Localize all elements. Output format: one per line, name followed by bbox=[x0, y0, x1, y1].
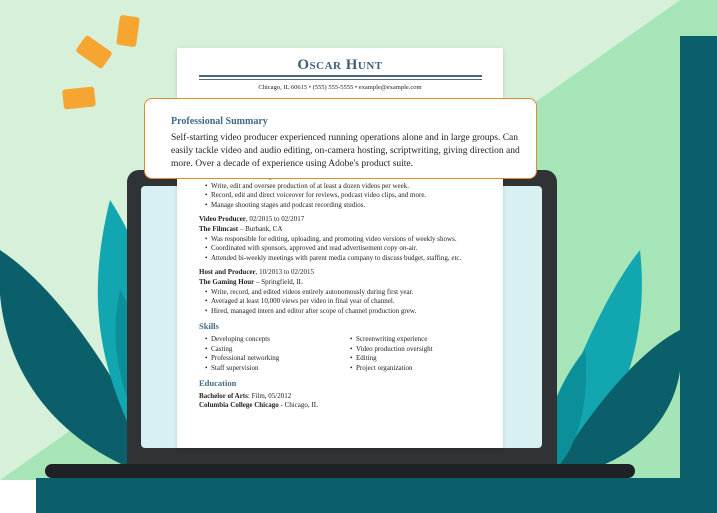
list-item: • Developing concepts bbox=[205, 335, 344, 345]
job-bullets bbox=[199, 235, 489, 264]
job-title-line: Host and Producer, 10/2013 to 02/2015 bbox=[199, 268, 314, 277]
confetti-piece bbox=[62, 86, 96, 109]
professional-summary-callout bbox=[144, 98, 537, 179]
summary-text: Self-starting video producer experienced running operations alone and in large groups. Can easily tackle video and audio editing, on-camera hosting, scriptwriting, giving direction and more. Over a decade of experience using Adobe's product suite. bbox=[171, 133, 520, 169]
resume-contact: Chicago, IL 60615 • (555) 555-5555 • example@example.com bbox=[258, 84, 422, 91]
confetti-piece bbox=[116, 15, 140, 47]
list-item: • Editing bbox=[350, 354, 489, 364]
resume-name: Oscar Hunt bbox=[297, 57, 383, 73]
list-item: • Manage shooting stages and podcast recording studios. bbox=[205, 201, 489, 211]
list-item: • Averaged at least 10,000 views per video in final year of channel. bbox=[205, 297, 489, 307]
job-title-line: Video Producer, 02/2015 to 02/2017 bbox=[199, 215, 305, 224]
education-heading: Education bbox=[199, 378, 237, 389]
summary-heading: Professional Summary bbox=[171, 116, 268, 127]
degree-line: Bachelor of Arts: Film, 05/2012 bbox=[199, 391, 292, 400]
list-item: • Staff supervision bbox=[205, 364, 344, 374]
job-company-line: The Filmcast – Burbank, CA bbox=[199, 224, 283, 233]
header-rule bbox=[199, 79, 482, 80]
list-item: • Hired, managed intern and editor after scope of channel production grew. bbox=[205, 307, 489, 317]
list-item: • Coordinated with sponsors, approved and read advertisement copy on-air. bbox=[205, 244, 489, 254]
list-item: • Write, record, and edited videos entirely autonomously during first year. bbox=[205, 288, 489, 298]
job-bullets bbox=[199, 182, 489, 211]
list-item: • Was responsible for editing, uploading, and promoting video versions of weekly shows. bbox=[205, 235, 489, 245]
skills-list bbox=[199, 335, 489, 373]
list-item: • Record, edit and direct voiceover for reviews, podcast video clips, and more. bbox=[205, 191, 489, 201]
skills-column-left bbox=[199, 335, 344, 373]
resume-body bbox=[199, 172, 489, 411]
list-item: • Professional networking bbox=[205, 354, 344, 364]
job-company-line: The Gaming Hour – Springfield, IL bbox=[199, 277, 303, 286]
job-bullets bbox=[199, 288, 489, 317]
laptop-base bbox=[45, 464, 635, 478]
list-item: • Project organization bbox=[350, 364, 489, 374]
list-item: • Screenwriting experience bbox=[350, 335, 489, 345]
list-item: • Casting bbox=[205, 345, 344, 355]
school-line: Columbia College Chicago - Chicago, IL bbox=[199, 401, 318, 410]
list-item: • Write, edit and oversee production of at least a dozen videos per week. bbox=[205, 182, 489, 192]
list-item: • Attended bi-weekly meetings with parent media company to discuss budget, staffing, etc. bbox=[205, 254, 489, 264]
skills-heading: Skills bbox=[199, 321, 219, 332]
header-rule bbox=[199, 75, 482, 77]
skills-column-right bbox=[344, 335, 489, 373]
list-item: • Video production oversight bbox=[350, 345, 489, 355]
